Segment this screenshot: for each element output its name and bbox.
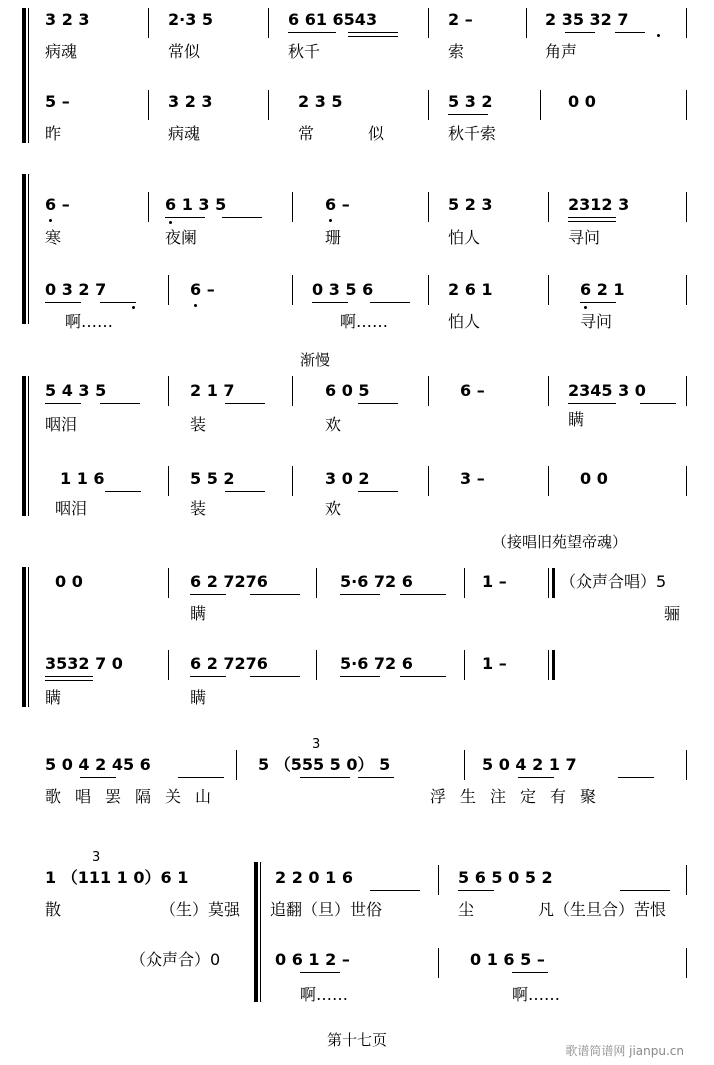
watermark: 歌谱简谱网 jianpu.cn [565, 1044, 684, 1058]
measure: 0 0 [568, 92, 596, 111]
measure: 2 3 5 [298, 92, 343, 111]
measure: 6 – [45, 195, 70, 214]
lyric: 怕人 [448, 312, 481, 331]
page-number: 第十七页 [326, 1031, 387, 1049]
measure: 5 0 4 2 1 7 [482, 755, 577, 774]
measure: 1 – [482, 654, 507, 673]
cue-note: （接唱旧苑望帝魂） [492, 533, 628, 551]
lyric: 啊…… [340, 312, 389, 331]
triplet-mark: 3 [92, 850, 101, 865]
measure: （众声合唱）5 [560, 572, 667, 591]
lyric: 瞒 [568, 410, 585, 429]
measure: 5 （555 5 0） 5 [258, 755, 391, 774]
lyric: 常 [298, 124, 315, 143]
measure: 6 2 1 [580, 280, 625, 299]
measure: 6 2 7276 [190, 654, 268, 673]
lyric: 常似 [168, 42, 201, 61]
measure: 2312 3 [568, 195, 630, 214]
measure: 2 1 7 [190, 381, 235, 400]
measure: 6 – [460, 381, 485, 400]
lyric: 啊…… [300, 985, 349, 1004]
measure: 6 – [190, 280, 215, 299]
measure: 6 2 7276 [190, 572, 268, 591]
lyric: 尘 [458, 900, 475, 919]
lyric: 角声 [545, 42, 578, 61]
lyric: 病魂 [45, 42, 78, 61]
measure: 3 2 3 [45, 10, 90, 29]
lyric: 寻问 [580, 312, 613, 331]
measure: 5 4 3 5 [45, 381, 107, 400]
lyric: 寻问 [568, 228, 601, 247]
measure: 3532 7 0 [45, 654, 123, 673]
measure: 3 0 2 [325, 469, 370, 488]
lyric: 瞒 [45, 688, 62, 707]
measure: 2 6 1 [448, 280, 493, 299]
measure: 5 – [45, 92, 70, 111]
measure: 0 1 6 5 – [470, 950, 545, 969]
measure: 0 0 [580, 469, 608, 488]
measure: （众声合）0 [130, 950, 221, 969]
measure: 1 – [482, 572, 507, 591]
measure: 3 2 3 [168, 92, 213, 111]
measure: 1 （111 1 0）6 1 [45, 868, 189, 887]
measure: 2 – [448, 10, 473, 29]
measure: 5 0 4 2 45 6 [45, 755, 151, 774]
measure: 5 6 5 0 5 2 [458, 868, 553, 887]
lyric: 夜阑 [165, 228, 198, 247]
lyric: 骊 [664, 604, 681, 623]
measure: 2·3 5 [168, 10, 214, 29]
measure: 6 – [325, 195, 350, 214]
measure: 5 5 2 [190, 469, 235, 488]
lyric: 啊…… [65, 312, 114, 331]
measure: 2345 3 0 [568, 381, 646, 400]
lyric: 散 [45, 900, 62, 919]
measure: 3 – [460, 469, 485, 488]
lyric: 病魂 [168, 124, 201, 143]
lyric: 怕人 [448, 228, 481, 247]
system-bracket [22, 8, 26, 143]
lyric: 秋千 [288, 42, 321, 61]
lyric: 瞒 [190, 604, 207, 623]
lyric: 索 [448, 42, 465, 61]
measure: 5·6 72 6 [340, 654, 413, 673]
lyric: 咽泪 [55, 499, 88, 518]
measure: 1 1 6 [60, 469, 105, 488]
lyric: 装 [190, 499, 207, 518]
lyric: 似 [368, 124, 385, 143]
measure: 0 3 5 6 [312, 280, 374, 299]
lyric: 昨 [45, 124, 62, 143]
measure: 0 6 1 2 – [275, 950, 350, 969]
tempo-mark: 渐慢 [300, 351, 331, 369]
lyric: 装 [190, 415, 207, 434]
lyric: 瞒 [190, 688, 207, 707]
lyric: 欢 [325, 415, 342, 434]
lyric: 凡（生旦合）苦恨 [538, 900, 667, 919]
measure: 2 35 32 7 [545, 10, 629, 29]
measure: 6 1 3 5 [165, 195, 227, 214]
lyric: 欢 [325, 499, 342, 518]
measure: 5 2 3 [448, 195, 493, 214]
triplet-mark: 3 [312, 737, 321, 752]
measure: 0 0 [55, 572, 83, 591]
lyric: （生）莫强 [160, 900, 241, 919]
lyric: 追翻（旦）世俗 [270, 900, 383, 919]
lyric: 浮生注定有聚 [430, 787, 611, 806]
lyric: 秋千索 [448, 124, 497, 143]
measure: 0 3 2 7 [45, 280, 107, 299]
measure: 2 2 0 1 6 [275, 868, 353, 887]
measure: 5 3 2 [448, 92, 493, 111]
measure: 5·6 72 6 [340, 572, 413, 591]
measure: 6 61 6543 [288, 10, 378, 29]
lyric: 歌唱罢隔关山 [45, 787, 226, 806]
measure: 6 0 5 [325, 381, 370, 400]
lyric: 珊 [325, 228, 342, 247]
lyric: 寒 [45, 228, 62, 247]
lyric: 啊…… [512, 985, 561, 1004]
lyric: 咽泪 [45, 415, 78, 434]
